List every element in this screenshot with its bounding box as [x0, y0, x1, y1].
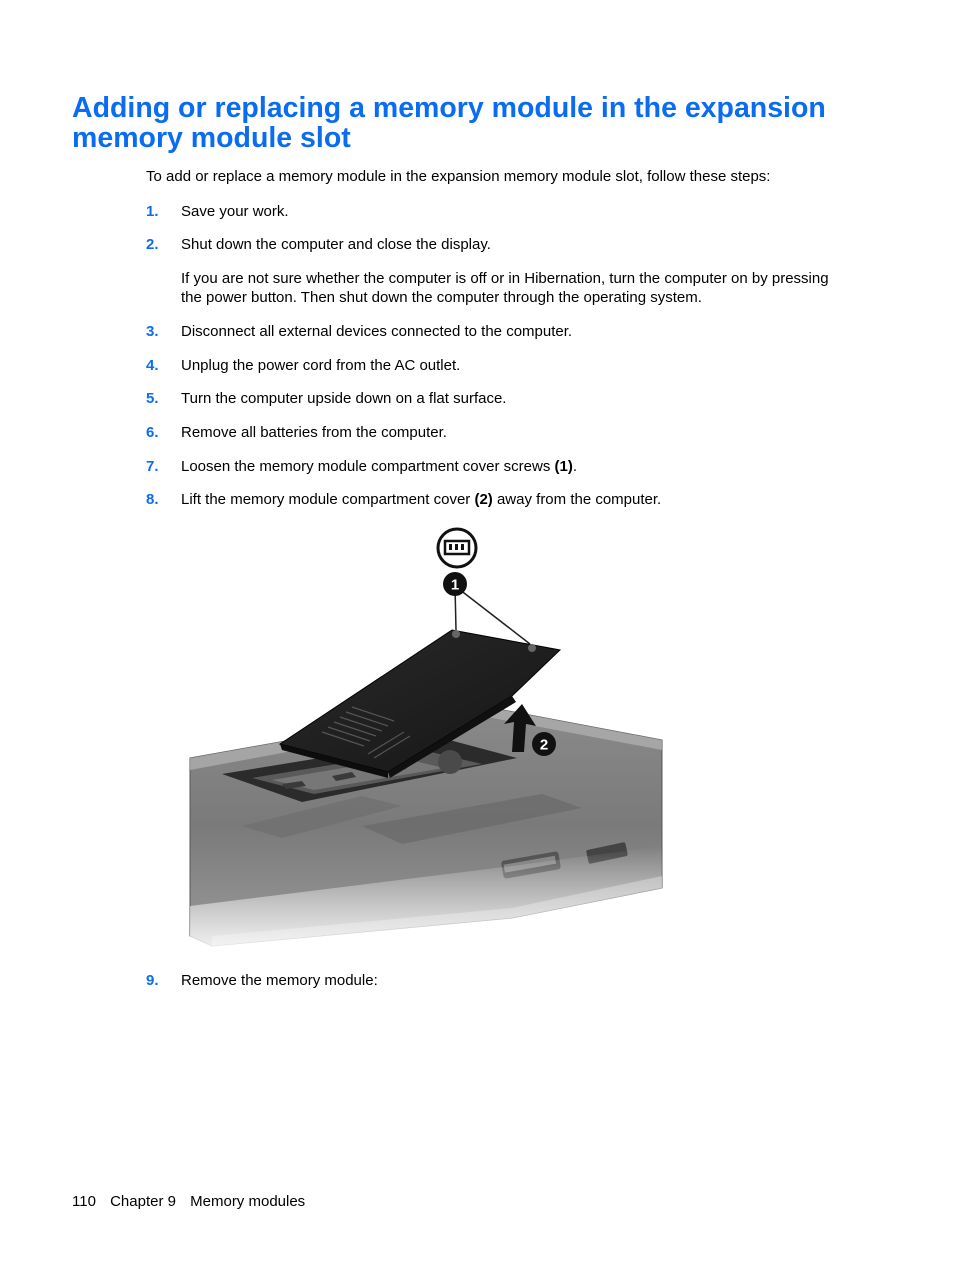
step-number: 9.: [146, 972, 159, 989]
step-number: 3.: [146, 323, 159, 340]
page-title: [72, 93, 892, 153]
note-line-2: the power button. Then shut down the computer through the operating system.: [181, 289, 702, 306]
footer-chapter: Chapter 9: [110, 1193, 176, 1210]
step-number: 1.: [146, 203, 159, 220]
callout-reference: (2): [474, 491, 493, 508]
screw: [452, 630, 460, 638]
step-number: 4.: [146, 357, 159, 374]
callout-1-label: 1: [450, 576, 460, 594]
callout-1: [443, 572, 467, 596]
step-text: Unplug the power cord from the AC outlet.: [181, 357, 461, 374]
footer-section: Memory modules: [190, 1193, 306, 1210]
step-number: 7.: [146, 458, 159, 475]
step-text-part: .: [572, 458, 577, 475]
memory-module-icon: [438, 529, 476, 567]
step-text: Turn the computer upside down on a flat surface.: [181, 390, 507, 407]
memory-compartment-illustration: [182, 526, 664, 948]
step-number: 5.: [146, 390, 159, 407]
callout-2-label: 2: [539, 736, 549, 754]
note-paragraph: [181, 269, 881, 307]
step-text: Disconnect all external devices connected to the computer.: [181, 323, 573, 340]
screw: [528, 644, 536, 652]
step-text-part: Lift the memory module compartment cover: [181, 491, 475, 508]
page-title-line-1: Adding or replacing a memory module in the expansion: [72, 92, 826, 124]
note-line-1: If you are not sure whether the computer is off or in Hibernation, turn the computer on by pressing: [181, 270, 829, 287]
step-text: Remove all batteries from the computer.: [181, 424, 447, 441]
step-text: Save your work.: [181, 203, 289, 220]
step-text: Remove the memory module:: [181, 972, 378, 989]
step-text-part: Loosen the memory module compartment cover screws: [181, 458, 555, 475]
callout-2: [532, 732, 556, 756]
page-footer: [72, 1193, 315, 1210]
step-text-part: away from the computer.: [492, 491, 662, 508]
step-text: Shut down the computer and close the display.: [181, 236, 491, 253]
step-number: 2.: [146, 236, 159, 253]
step-number: 8.: [146, 491, 159, 508]
step-text: [181, 457, 881, 476]
page-number: 110: [72, 1193, 96, 1210]
page-title-line-2: memory module slot: [72, 122, 351, 154]
step-number: 6.: [146, 424, 159, 441]
callout-reference: (1): [554, 458, 573, 475]
intro-paragraph: To add or replace a memory module in the expansion memory module slot, follow these steps:: [146, 168, 771, 185]
step-text: [181, 490, 881, 509]
